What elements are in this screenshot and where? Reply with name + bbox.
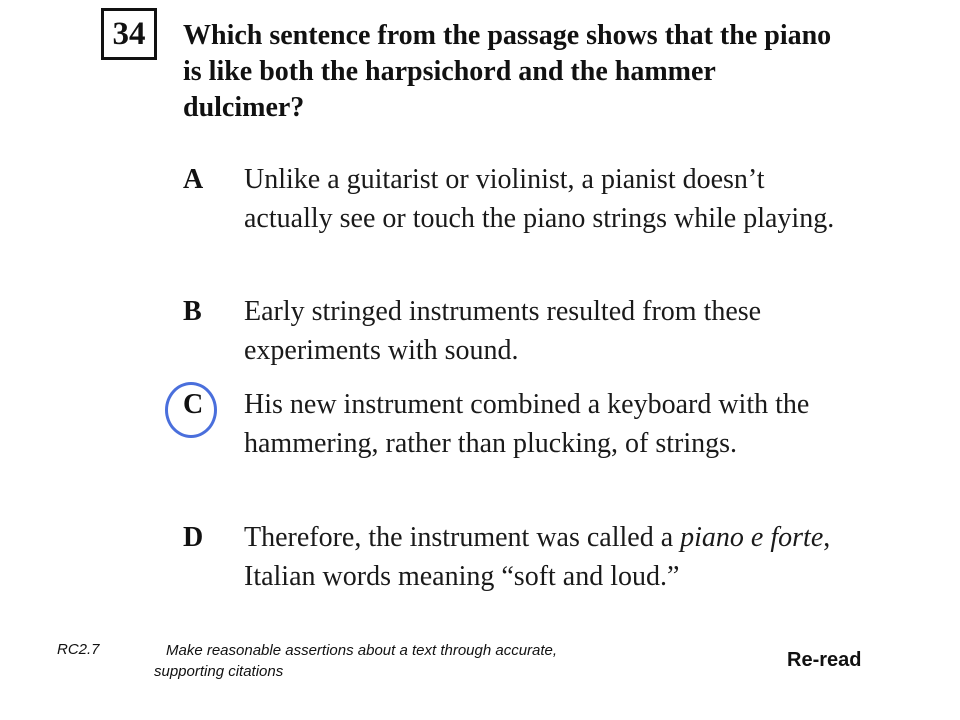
option-text-italic: piano e forte (680, 522, 824, 553)
option-text: His new instrument combined a keyboard with the hammering, rather than plucking, of strings. (244, 389, 810, 459)
option-text: Early stringed instruments resulted from these experiments with sound. (244, 296, 762, 366)
standard-description-line1: Make reasonable assertions about a text through accurate, (166, 642, 558, 659)
standard-code: RC2.7 (57, 641, 100, 658)
option-text-after: , Italian words meaning “soft and loud.” (244, 522, 831, 592)
option-text (244, 518, 854, 596)
option-letter: A (183, 164, 204, 195)
option-letter: D (183, 522, 204, 553)
option-text: Unlike a guitarist or violinist, a pianist doesn’t actually see or touch the piano strings while playing. (244, 164, 835, 234)
reread-label: Re-read (787, 649, 862, 671)
standard-description-line2: supporting citations (154, 663, 284, 680)
standard-description (154, 640, 674, 682)
answer-circle-mark (165, 382, 217, 438)
option-text-before: Therefore, the instrument was called a (244, 522, 681, 553)
option-letter: C (183, 389, 204, 420)
option-letter: B (183, 296, 202, 327)
question-number-box (101, 8, 157, 60)
question-text: Which sentence from the passage shows that the piano is like both the harpsichord and the hammer dulcimer? (183, 20, 832, 123)
question-number: 34 (112, 16, 146, 52)
